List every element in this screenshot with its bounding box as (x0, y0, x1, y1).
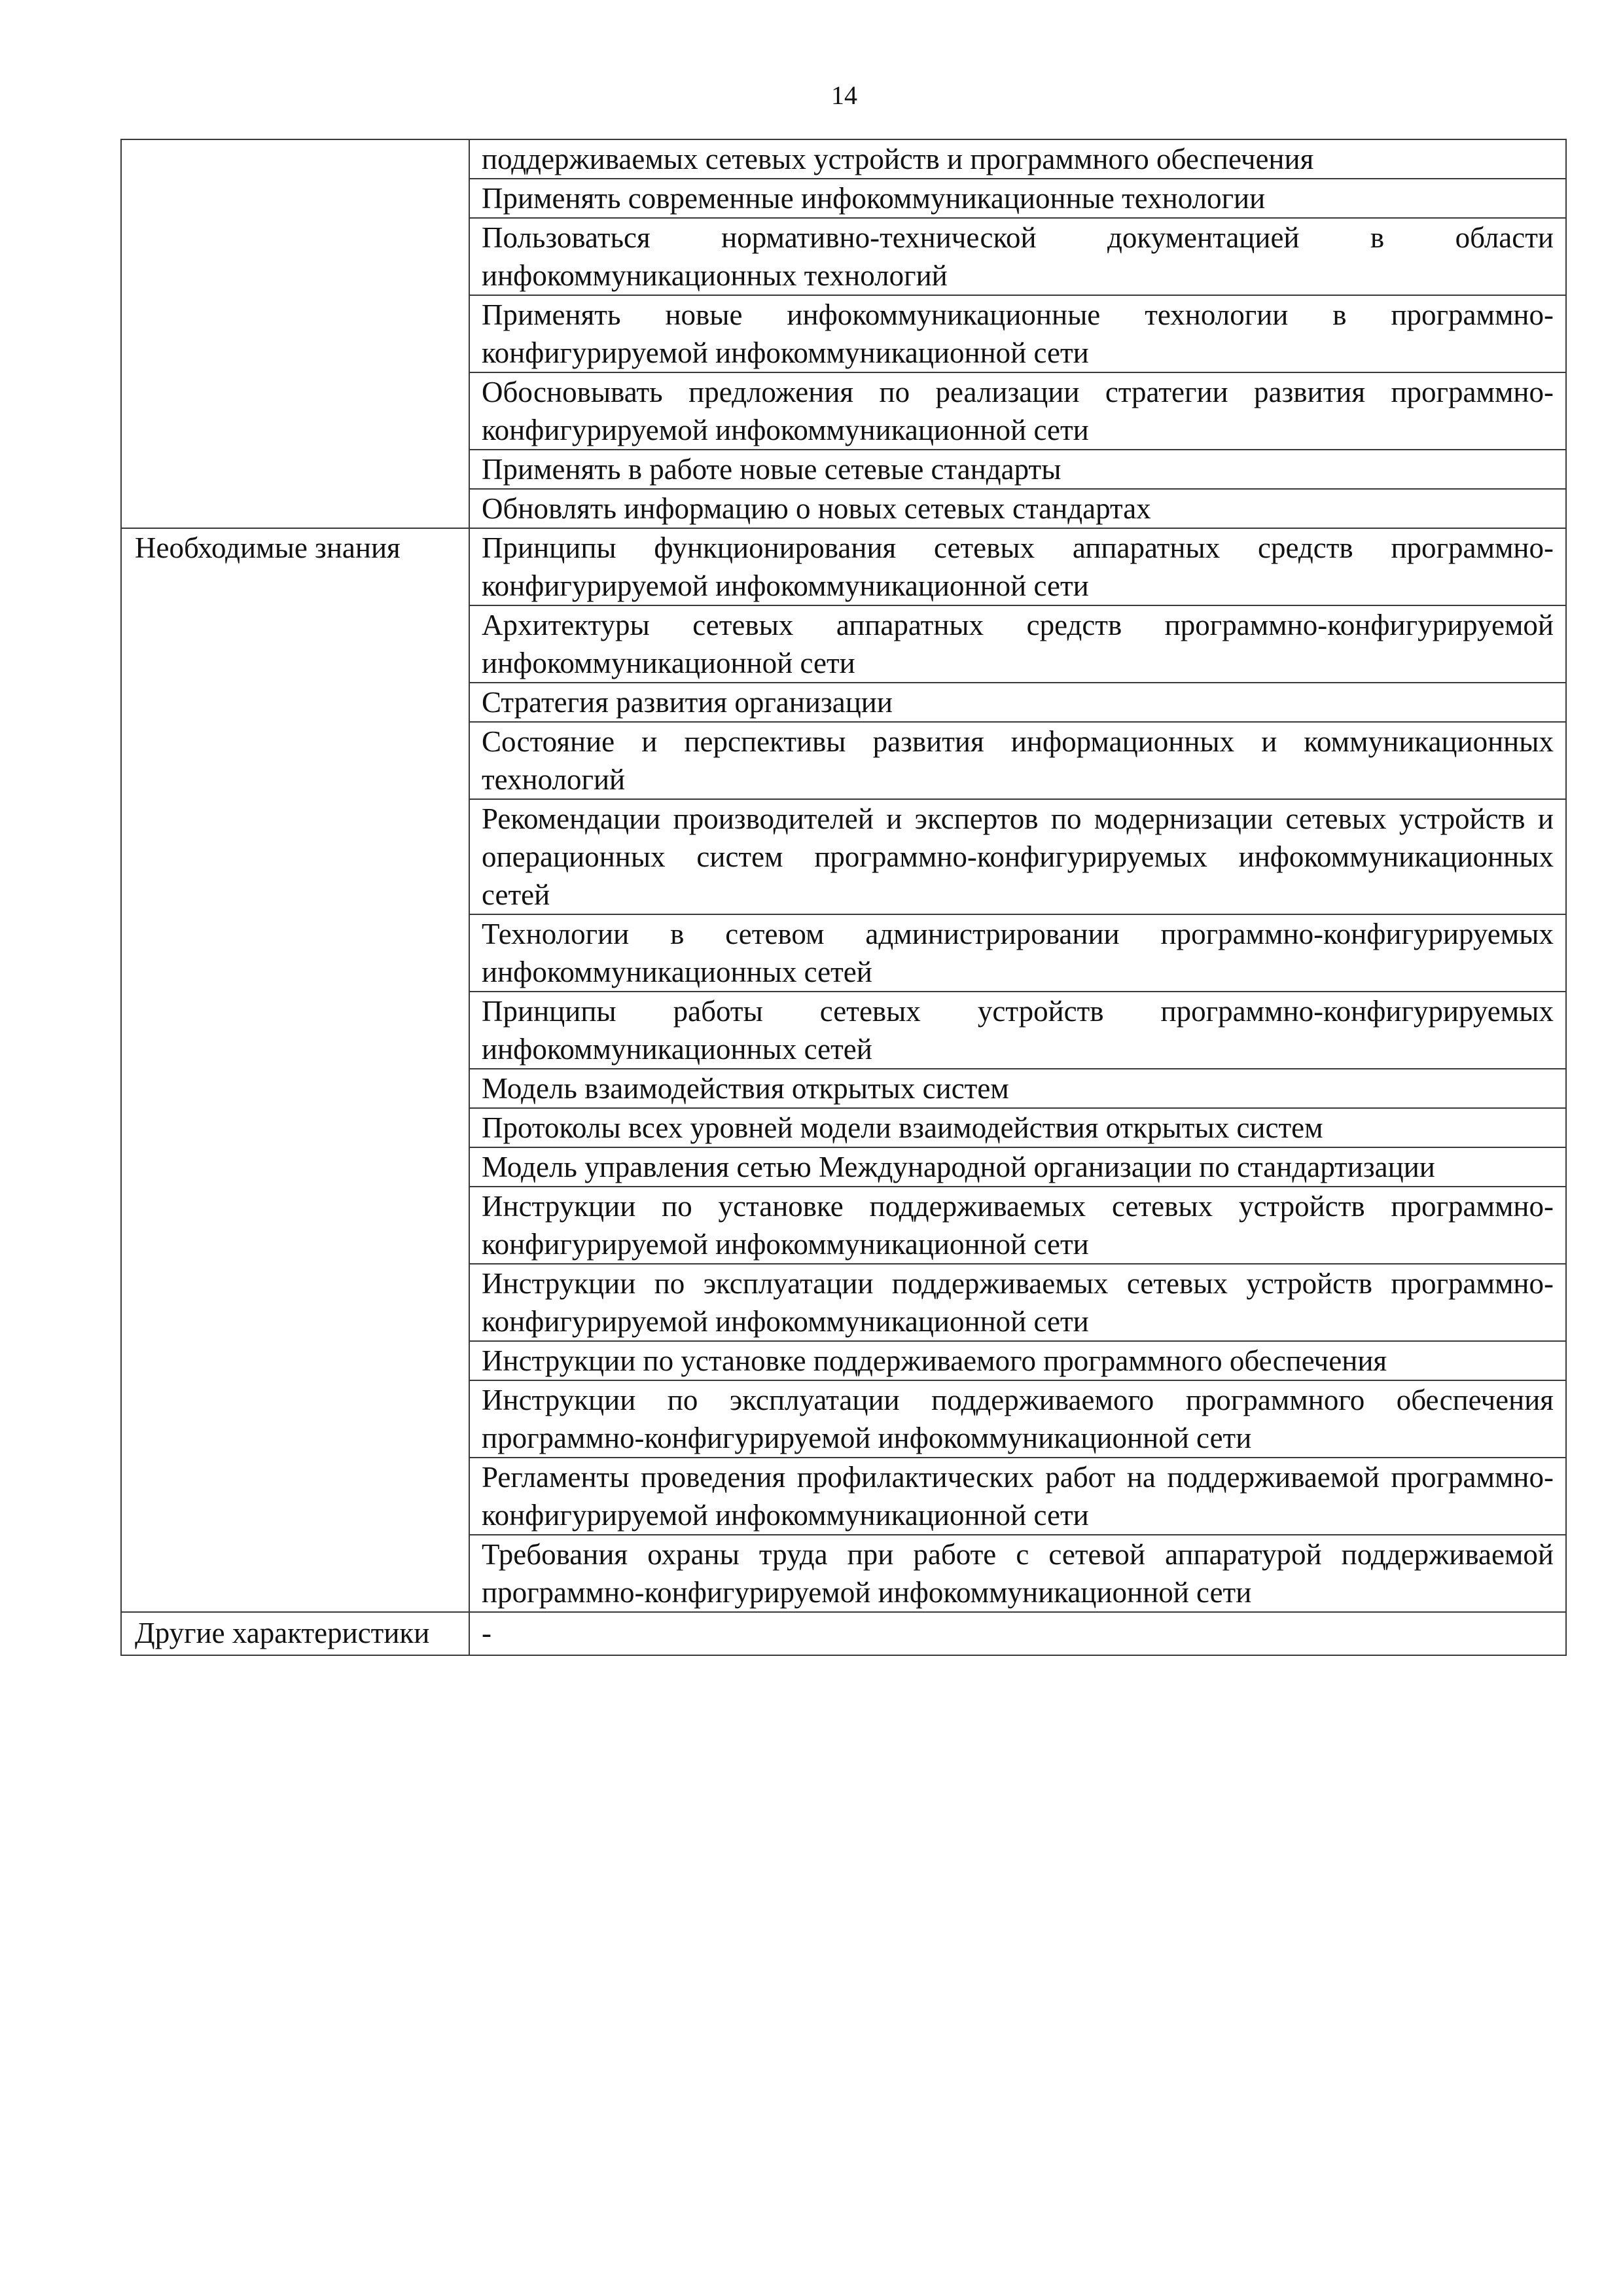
knowledge-item: Инструкции по эксплуатации поддерживаемого программного обеспечения программно-конфигурируемой инфокоммуникационной сети (469, 1380, 1566, 1458)
knowledge-item: Архитектуры сетевых аппаратных средств программно-конфигурируемой инфокоммуникационной сети (469, 605, 1566, 683)
table-row (121, 528, 1566, 605)
other-characteristics-value: - (469, 1612, 1566, 1655)
knowledge-item: Инструкции по эксплуатации поддерживаемых сетевых устройств программно-конфигурируемой инфокоммуникационной сети (469, 1264, 1566, 1341)
characteristics-table (120, 139, 1567, 1656)
skill-item: Обновлять информацию о новых сетевых стандартах (469, 489, 1566, 528)
knowledge-item: Стратегия развития организации (469, 683, 1566, 722)
skill-item: Обосновывать предложения по реализации стратегии развития программно-конфигурируемой инфокоммуникационной сети (469, 372, 1566, 450)
knowledge-item: Инструкции по установке поддерживаемых сетевых устройств программно-конфигурируемой инфокоммуникационной сети (469, 1187, 1566, 1264)
knowledge-item: Протоколы всех уровней модели взаимодействия открытых систем (469, 1108, 1566, 1147)
skill-item: поддерживаемых сетевых устройств и программного обеспечения (469, 139, 1566, 179)
knowledge-item: Принципы функционирования сетевых аппаратных средств программно-конфигурируемой инфокоммуникационной сети (469, 528, 1566, 605)
knowledge-item: Технологии в сетевом администрировании программно-конфигурируемых инфокоммуникационных сетей (469, 914, 1566, 992)
skill-item: Применять новые инфокоммуникационные технологии в программно-конфигурируемой инфокоммуникационной сети (469, 295, 1566, 372)
knowledge-item: Рекомендации производителей и экспертов по модернизации сетевых устройств и операционных систем программно-конфигурируемых инфокоммуникационных сетей (469, 799, 1566, 914)
skill-item: Пользоваться нормативно-технической документацией в области инфокоммуникационных технологий (469, 218, 1566, 295)
knowledge-item: Модель управления сетью Международной организации по стандартизации (469, 1147, 1566, 1187)
knowledge-item: Состояние и перспективы развития информационных и коммуникационных технологий (469, 722, 1566, 799)
knowledge-item: Принципы работы сетевых устройств программно-конфигурируемых инфокоммуникационных сетей (469, 992, 1566, 1069)
page-number: 14 (831, 81, 857, 110)
knowledge-item: Модель взаимодействия открытых систем (469, 1069, 1566, 1108)
knowledge-item: Регламенты проведения профилактических работ на поддерживаемой программно-конфигурируемой инфокоммуникационной сети (469, 1458, 1566, 1535)
table-row (121, 139, 1566, 179)
knowledge-item: Требования охраны труда при работе с сетевой аппаратурой поддерживаемой программно-конфигурируемой инфокоммуникационной сети (469, 1535, 1566, 1612)
table-row (121, 1612, 1566, 1655)
skills-label-cell (121, 139, 469, 528)
skill-item: Применять в работе новые сетевые стандарты (469, 450, 1566, 489)
knowledge-item: Инструкции по установке поддерживаемого программного обеспечения (469, 1341, 1566, 1380)
knowledge-label: Необходимые знания (121, 528, 469, 1612)
other-characteristics-label: Другие характеристики (121, 1612, 469, 1655)
skill-item: Применять современные инфокоммуникационные технологии (469, 179, 1566, 218)
